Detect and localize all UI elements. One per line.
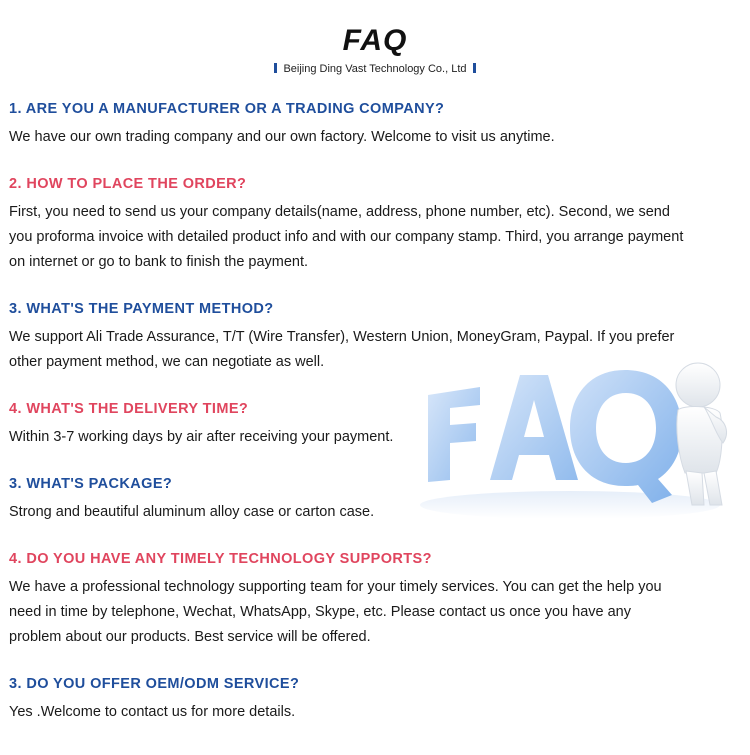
faq-question: 2. HOW TO PLACE THE ORDER? <box>9 176 247 192</box>
answer-line: you proforma invoice with detailed product info and with our company stamp. Third, you arrange payment <box>9 229 684 245</box>
faq-question: 3. WHAT'S THE PAYMENT METHOD? <box>9 301 274 317</box>
faq-item-2 <box>9 175 729 275</box>
subtitle-right-bar <box>473 63 476 73</box>
faq-answer <box>9 425 419 450</box>
answer-line: We have a professional technology supporting team for your timely services. You can get the help you <box>9 579 662 595</box>
faq-answer <box>9 500 419 525</box>
figure-legs <box>686 471 722 505</box>
faq-question: 3. DO YOU OFFER OEM/ODM SERVICE? <box>9 676 300 692</box>
answer-line: Yes .Welcome to contact us for more details. <box>9 704 296 720</box>
company-subtitle <box>0 63 750 75</box>
answer-line: We support Ali Trade Assurance, T/T (Wire Transfer), Western Union, MoneyGram, Paypal. If you prefer <box>9 329 675 345</box>
answer-line: Strong and beautiful aluminum alloy case or carton case. <box>9 504 375 520</box>
faq-answer <box>9 200 729 275</box>
faq-item-4 <box>9 400 419 450</box>
faq-question: 3. WHAT'S PACKAGE? <box>9 476 173 492</box>
faq-item-1 <box>9 100 729 150</box>
faq-item-6 <box>9 550 729 650</box>
page-title: FAQ <box>342 24 408 57</box>
faq-illustration <box>420 355 740 525</box>
faq-answer <box>9 575 729 650</box>
letter-q-shape <box>570 370 682 503</box>
answer-line: problem about our products. Best service will be offered. <box>9 629 371 645</box>
floor-shadow <box>420 491 720 519</box>
answer-line: on internet or go to bank to finish the payment. <box>9 254 309 270</box>
letter-a-shape <box>490 375 578 480</box>
company-name: Beijing Ding Vast Technology Co., Ltd <box>283 63 467 75</box>
letter-f-shape <box>428 387 480 482</box>
faq-item-7 <box>9 675 729 725</box>
answer-line: need in time by telephone, Wechat, WhatsApp, Skype, etc. Please contact us once you have any <box>9 604 631 620</box>
faq-question: 1. ARE YOU A MANUFACTURER OR A TRADING COMPANY? <box>9 101 445 117</box>
answer-line: Within 3-7 working days by air after receiving your payment. <box>9 429 394 445</box>
faq-item-3 <box>9 300 729 375</box>
faq-question: 4. WHAT'S THE DELIVERY TIME? <box>9 401 249 417</box>
answer-line: First, you need to send us your company details(name, address, phone number, etc). Second, we send <box>9 204 670 220</box>
faq-answer <box>9 325 729 375</box>
answer-line: We have our own trading company and our own factory. Welcome to visit us anytime. <box>9 129 555 145</box>
faq-question: 4. DO YOU HAVE ANY TIMELY TECHNOLOGY SUPPORTS? <box>9 551 432 567</box>
faq-item-5 <box>9 475 419 525</box>
subtitle-left-bar <box>274 63 277 73</box>
faq-answer <box>9 125 729 150</box>
answer-line: other payment method, we can negotiate as well. <box>9 354 325 370</box>
faq-answer <box>9 700 729 725</box>
